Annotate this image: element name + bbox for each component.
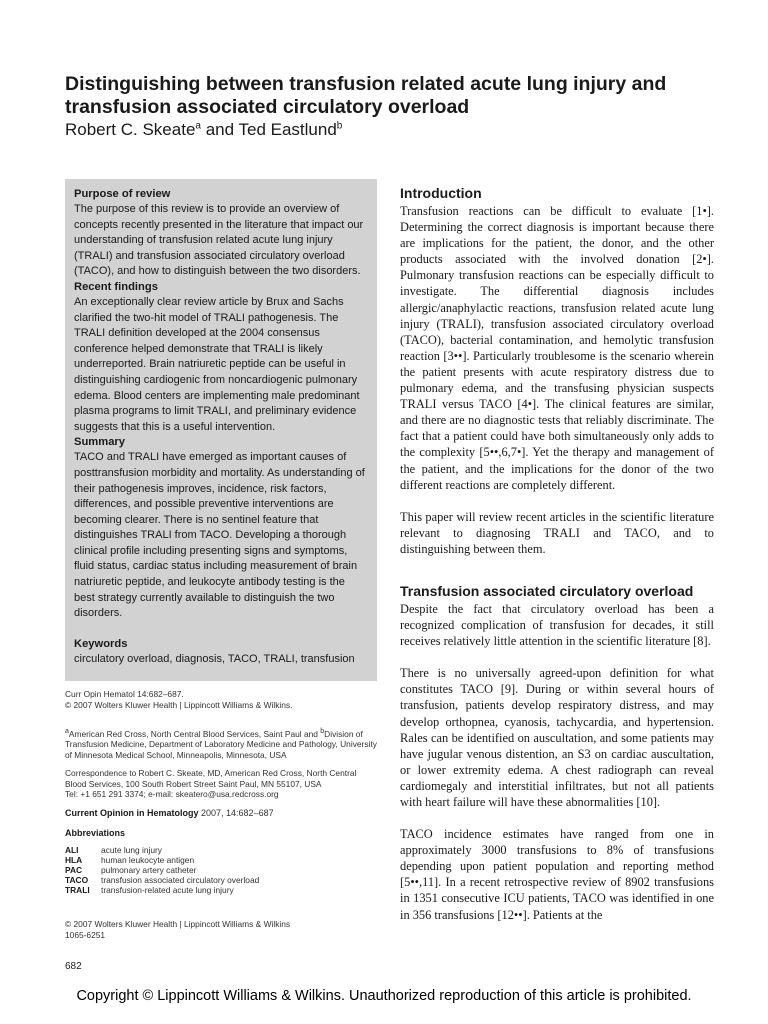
taco-heading: Transfusion associated circulatory overload xyxy=(400,582,694,599)
abbreviation-row xyxy=(65,845,259,855)
affiliation-text: Division of Transfusion Medicine, Department of Laboratory Medicine and Pathology, University of Minnesota Medical School, Minneapolis, Minnesota, USA xyxy=(65,728,377,760)
summary-heading: Summary xyxy=(74,436,125,449)
affiliation-marker: a xyxy=(65,728,69,735)
journal-name: Current Opinion in Hematology xyxy=(65,808,199,818)
abbreviations-heading: Abbreviations xyxy=(65,828,126,838)
abbreviation-key: TACO xyxy=(65,875,89,886)
abbreviation-value: transfusion-related acute lung injury xyxy=(101,885,234,896)
abbreviation-value: pulmonary artery catheter xyxy=(101,865,197,875)
citation-block xyxy=(65,689,377,710)
taco-paragraph: There is no universally agreed-upon definition for what constitutes TACO [9]. During or within several hours of transfusion, patients develop respiratory distress, and may develop orthopnea, cyanosis, tachycardia, and hypertension. Rales can be identified on auscultation, and some patients may have jugular venous distention, an S3 on cardiac auscultation, or lower extremity edema. A chest radiograph can reveal cardiomegaly and interstitial infiltrates, but not all patients with heart failure will have these abnormalities [10]. xyxy=(400,666,714,809)
contact-info: Tel: +1 651 291 3374; e-mail: skeatero@usa.redcross.org xyxy=(65,789,279,800)
abbreviation-row xyxy=(65,855,259,865)
abstract-box xyxy=(65,179,377,681)
findings-heading: Recent findings xyxy=(74,280,158,293)
taco-paragraph: TACO incidence estimates have ranged from one in approximately 3000 transfusions to 8% of transfusions depending upon patient population and reporting method [5••,11]. In a recent retrospective review of 8902 transfusions in 1351 consecutive ICU patients, TACO was identified in one in 356 transfusions [12••]. Patients at the xyxy=(400,827,714,922)
purpose-text: The purpose of this review is to provide an overview of concepts recently presented in the literature that impact our understanding of transfusion related acute lung injury (TRALI) and transfusion associated circulatory overload (TACO), and how to distinguish between the two disorders. xyxy=(74,203,364,278)
author-line xyxy=(65,120,342,140)
article-title: Distinguishing between transfusion related acute lung injury and transfusion associated circulatory overload xyxy=(65,73,667,118)
abbreviation-row xyxy=(65,865,259,875)
main-text-column xyxy=(400,185,714,923)
affiliation-marker: b xyxy=(320,728,325,735)
affiliations xyxy=(65,727,377,761)
findings-text: An exceptionally clear review article by Brux and Sachs clarified the two-hit model of TRALI pathogenesis. The TRALI definition developed at the 2004 consensus conference helped demonstrate that TRALI is likely underreported. Brain natriuretic peptide can be useful in distinguishing cardiogenic from noncardiogenic pulmonary edema. Blood centers are implementing male predominant plasma programs to limit TRALI, and preliminary evidence suggests that this is a useful intervention. xyxy=(74,295,360,433)
affiliation-marker: a xyxy=(195,120,201,132)
keywords-text: circulatory overload, diagnosis, TACO, TRALI, transfusion xyxy=(74,652,355,665)
correspondence: Correspondence to Robert C. Skeate, MD, American Red Cross, North Central Blood Services, 100 South Robert Street Saint Paul, MN 55107, USA xyxy=(65,768,357,789)
journal-issue: 2007, 14:682–687 xyxy=(198,808,274,818)
abbreviations-table xyxy=(65,845,259,896)
taco-paragraph: Despite the fact that circulatory overload has been a recognized complication of transfusion for decades, it still receives relatively little attention in the scientific literature [8]. xyxy=(400,601,714,649)
abbreviation-row xyxy=(65,885,259,895)
abbreviation-key: PAC xyxy=(65,865,83,875)
abbreviation-value: acute lung injury xyxy=(101,844,162,855)
author-conjunction: and xyxy=(200,120,239,139)
abbreviation-value: human leukocyte antigen xyxy=(101,854,195,865)
abbreviations-block xyxy=(65,828,377,896)
purpose-heading: Purpose of review xyxy=(74,188,171,200)
introduction-heading: Introduction xyxy=(400,185,482,201)
citation-copyright: © 2007 Wolters Kluwer Health | Lippincott Williams & Wilkins. xyxy=(65,699,293,710)
author-name: Ted Eastlund xyxy=(238,120,337,139)
introduction-paragraph: This paper will review recent articles in the scientific literature relevant to diagnosing TRALI and TACO, and to distinguishing between them. xyxy=(400,509,714,556)
issn: 1065-6251 xyxy=(65,929,106,940)
abbreviation-key: ALI xyxy=(65,844,79,855)
introduction-paragraph: Transfusion reactions can be difficult to evaluate [1•]. Determining the correct diagnosis is important because there are implications for the patient, the donor, and the other products associated with the involved donation [2•]. Pulmonary transfusion reactions can be especially difficult to investigate. The differential diagnosis includes allergic/anaphylactic reactions, transfusion related acute lung injury (TRALI), transfusion associated circulatory overload (TACO), bacterial contamination, and hemolytic transfusion reaction [3••]. Particularly troublesome is the scenario wherein the patient presents with acute respiratory distress due to pulmonary edema, and the transfusing physician suspects TRALI versus TACO [4•]. The clinical features are similar, and there are no diagnostic tests that reliably discriminate. The fact that a patient could have both simultaneously only adds to the complexity [5••,6,7•]. Yet the therapy and management of the patient, and the implications for the donor of the two different reactions are completely different. xyxy=(400,204,714,492)
author-name: Robert C. Skeate xyxy=(65,120,196,139)
abbreviation-value: transfusion associated circulatory overload xyxy=(101,875,260,886)
footer-copyright-block xyxy=(65,919,377,940)
page-number: 682 xyxy=(65,961,82,972)
abbreviation-key: HLA xyxy=(65,854,83,865)
abbreviation-row xyxy=(65,875,259,885)
correspondence-block xyxy=(65,768,377,800)
affiliation-text: American Red Cross, North Central Blood Services, Saint Paul and xyxy=(68,728,321,739)
abbreviation-key: TRALI xyxy=(65,885,90,896)
journal-line xyxy=(65,808,377,819)
affiliation-marker: b xyxy=(336,120,343,132)
footer-copyright: © 2007 Wolters Kluwer Health | Lippincott Williams & Wilkins xyxy=(65,919,291,929)
keywords-heading: Keywords xyxy=(74,637,128,650)
copyright-notice: Copyright © Lippincott Williams & Wilkins. Unauthorized reproduction of this article is prohibited. xyxy=(76,988,692,1004)
summary-text: TACO and TRALI have emerged as important causes of posttransfusion morbidity and mortality. As understanding of their pathogenesis improves, incidence, risk factors, differences, and possible preventive interventions are becoming clearer. There is no sentinel feature that distinguishes TRALI from TACO. Developing a thorough clinical profile including presenting signs and symptoms, fluid status, cardiac status including measurement of brain natriuretic peptide, and leukocyte antibody testing is the best strategy currently available to distinguish the two disorders. xyxy=(74,451,365,620)
citation: Curr Opin Hematol 14:682–687. xyxy=(65,689,184,699)
